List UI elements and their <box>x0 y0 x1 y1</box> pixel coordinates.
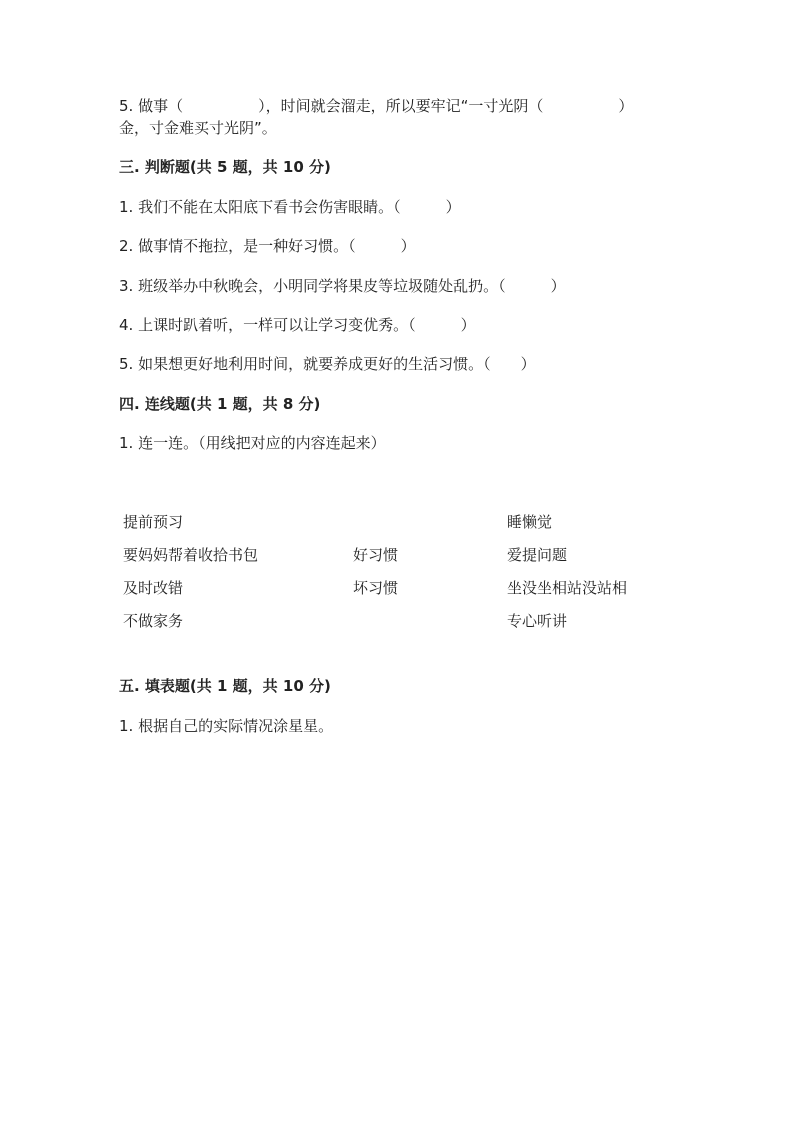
judgement-question-2: 2. 做事情不拖拉，是一种好习惯。（ ） <box>119 237 416 255</box>
matching-right-item: 爱提问题 <box>507 546 568 564</box>
matching-left-item: 不做家务 <box>123 612 184 630</box>
judgement-question-1: 1. 我们不能在太阳底下看书会伤害眼睛。（ ） <box>119 198 461 216</box>
matching-right-item: 睡懒觉 <box>507 513 553 531</box>
judgement-question-3: 3. 班级举办中秋晚会，小明同学将果皮等垃圾随处乱扔。（ ） <box>119 277 566 295</box>
fill-blank-question-5-line1: 5. 做事（ ），时间就会溜走，所以要牢记“一寸光阴（ ） <box>119 97 634 115</box>
matching-middle-item: 好习惯 <box>353 546 399 564</box>
fill-blank-question-5-line2: 金，寸金难买寸光阴”。 <box>119 119 277 137</box>
matching-right-item: 坐没坐相站没站相 <box>507 579 628 597</box>
section-heading-matching: 四. 连线题(共 1 题，共 8 分) <box>119 395 321 413</box>
section-heading-fill-table: 五. 填表题(共 1 题，共 10 分) <box>119 677 331 695</box>
matching-left-item: 及时改错 <box>123 579 184 597</box>
judgement-question-4: 4. 上课时趴着听，一样可以让学习变优秀。（ ） <box>119 316 476 334</box>
matching-left-item: 要妈妈帮着收拾书包 <box>123 546 259 564</box>
matching-right-item: 专心听讲 <box>507 612 568 630</box>
section-heading-judgement: 三. 判断题(共 5 题，共 10 分) <box>119 158 331 176</box>
fill-table-instruction: 1. 根据自己的实际情况涂星星。 <box>119 717 334 735</box>
judgement-question-5: 5. 如果想更好地利用时间，就要养成更好的生活习惯。（ ） <box>119 355 536 373</box>
matching-left-item: 提前预习 <box>123 513 184 531</box>
matching-middle-item: 坏习惯 <box>353 579 399 597</box>
matching-instruction: 1. 连一连。（用线把对应的内容连起来） <box>119 434 386 452</box>
